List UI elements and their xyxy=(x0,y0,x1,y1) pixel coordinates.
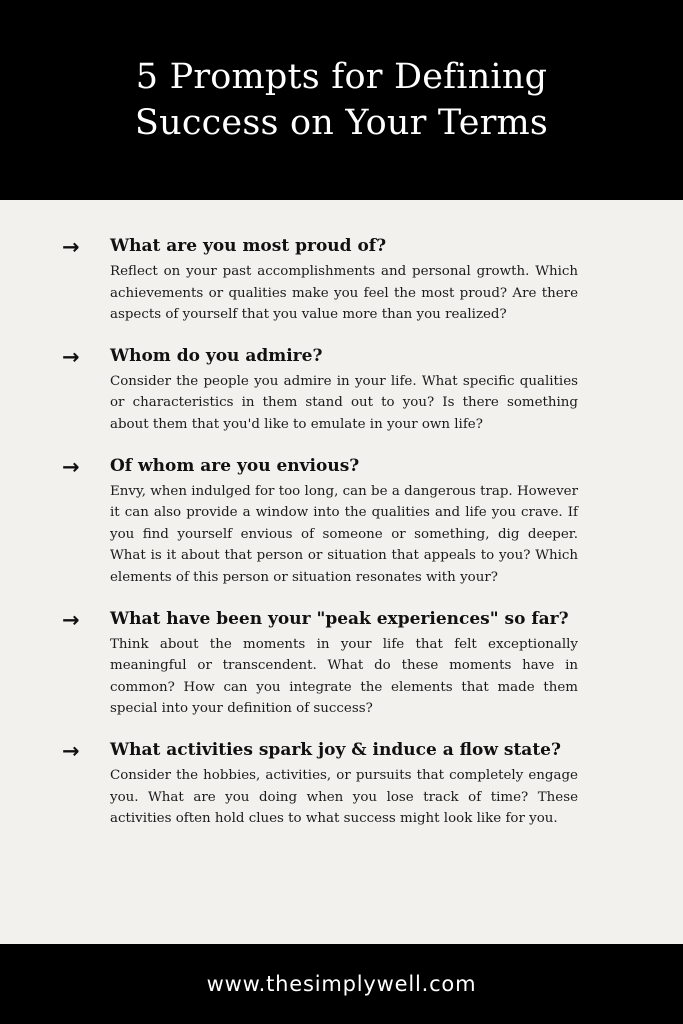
arrow-right-icon: → xyxy=(62,454,80,479)
prompt-heading: Whom do you admire? xyxy=(110,345,323,366)
prompt-body: Consider the hobbies, activities, or pursuits that completely engage you. What are you doing when you lose track of time? These activities often hold clues to what success might look like for you. xyxy=(110,767,578,827)
prompt-heading: What are you most proud of? xyxy=(110,236,387,256)
arrow-right-icon: → xyxy=(62,235,80,259)
arrow-right-icon: → xyxy=(62,344,80,369)
prompt-body: Envy, when indulged for too long, can be a dangerous trap. However it can also provide a window into the qualities and life you crave. If you find yourself envious of someone or something, dig deeper. What is it about that person or situation that appeals to you? Which elements of this person or situation resonates with your? xyxy=(110,483,578,585)
page-title-line-2: Success on Your Terms xyxy=(134,103,549,143)
prompt-item xyxy=(64,234,578,326)
prompt-body: Reflect on your past accomplishments and personal growth. Which achievements or qualities make you feel the most proud? Are there aspects of yourself that you value more than you realized? xyxy=(110,264,578,323)
prompt-heading: What have been your "peak experiences" so far? xyxy=(110,608,569,629)
header-band xyxy=(0,0,683,200)
prompt-item xyxy=(64,738,578,830)
prompt-heading: Of whom are you envious? xyxy=(110,455,360,476)
arrow-right-icon: → xyxy=(62,738,80,763)
page-title xyxy=(135,54,548,146)
prompt-item xyxy=(64,454,578,589)
prompt-body: Think about the moments in your life that felt exceptionally meaningful or transcendent. What do these moments have in common? How can you integrate the elements that made them special into your definition of success? xyxy=(110,636,578,717)
prompt-heading: What activities spark joy & induce a flow state? xyxy=(110,739,561,760)
prompt-item xyxy=(64,607,578,720)
prompt-body: Consider the people you admire in your life. What specific qualities or characteristics in them stand out to you? Is there something about them that you'd like to emulate in your own life? xyxy=(110,373,578,432)
footer-band xyxy=(0,944,683,1024)
arrow-right-icon: → xyxy=(62,607,80,632)
prompt-list xyxy=(64,234,578,830)
prompt-item xyxy=(64,344,578,436)
content-panel xyxy=(0,200,683,944)
website-url: www.thesimplywell.com xyxy=(206,972,477,996)
page-title-line-1: 5 Prompts for Defining xyxy=(135,57,548,97)
